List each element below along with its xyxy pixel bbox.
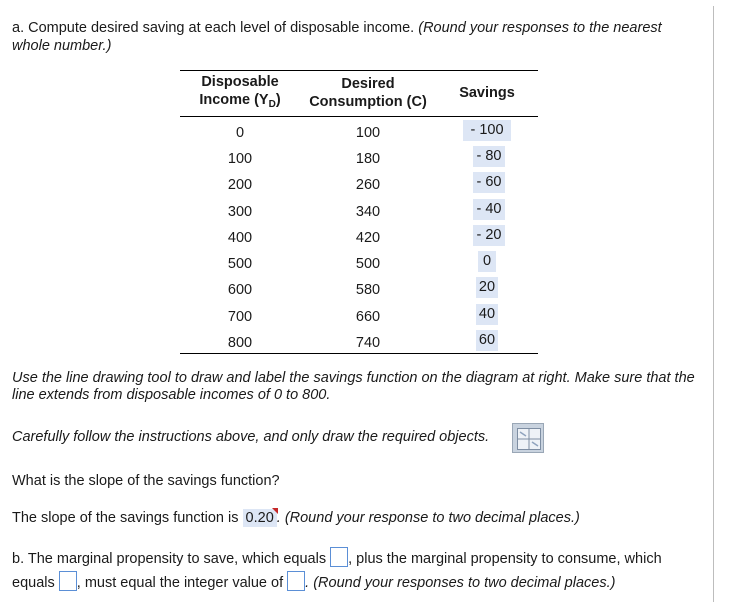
savings-answer[interactable]: - 40 <box>473 199 505 220</box>
header-desired-consumption <box>303 75 433 111</box>
table-bottom-rule <box>180 353 538 354</box>
cell-yd: 800 <box>227 335 253 351</box>
header-c-line2: Consumption (C) <box>309 94 427 110</box>
cell-c: 660 <box>355 309 381 325</box>
savings-answer[interactable]: - 100 <box>463 120 511 141</box>
cell-yd: 0 <box>235 125 245 141</box>
header-c-line1: Desired <box>341 76 395 92</box>
incorrect-flag-icon <box>272 508 278 514</box>
savings-answer[interactable]: 20 <box>476 277 498 298</box>
part-a-instruction: (Round your responses to the nearest whole number.) <box>12 20 662 54</box>
cell-c: 260 <box>355 177 381 193</box>
sum-integer-input[interactable] <box>287 571 305 591</box>
mps-input[interactable] <box>330 547 348 567</box>
part-a-prompt: a. Compute desired saving at each level of disposable income. <box>12 20 415 36</box>
header-yd-line2: Income $(Y_D)$ <box>199 92 281 110</box>
header-yd-line1: Disposable <box>201 74 279 90</box>
cell-yd: 600 <box>227 282 253 298</box>
line-drawing-tool-link[interactable]: line drawing tool <box>66 370 171 386</box>
cell-c: 100 <box>355 125 381 141</box>
right-divider <box>713 6 714 602</box>
part-a-question <box>12 19 702 55</box>
slope-answer-line: The slope of the savings function is 0.20 . (Round your response to two decimal places.) <box>12 510 580 526</box>
cell-yd: 700 <box>227 309 253 325</box>
draw-instructions: Use the line drawing tool to draw and label the savings function on the diagram at right. Make sure that the line extends from disposable incomes of 0 to 800. <box>12 370 695 403</box>
table-top-rule <box>180 70 538 71</box>
cell-c: 180 <box>355 151 381 167</box>
graph-tool-icon <box>517 428 541 450</box>
savings-answer[interactable]: - 60 <box>473 172 505 193</box>
savings-answer[interactable]: 40 <box>476 304 498 325</box>
header-disposable-income <box>193 73 287 114</box>
mpc-input[interactable] <box>59 571 77 591</box>
part-b-question: b. The marginal propensity to save, which equals , plus the marginal propensity to consume, which equals , must equal the integer value of . (Round your responses to two decimal places.) <box>12 547 712 595</box>
cell-yd: 100 <box>227 151 253 167</box>
cell-yd: 200 <box>227 177 253 193</box>
savings-answer[interactable]: - 80 <box>473 146 505 167</box>
graph-tool-button[interactable] <box>512 423 544 453</box>
cell-c: 500 <box>355 256 381 272</box>
cell-yd: 400 <box>227 230 253 246</box>
cell-c: 580 <box>355 282 381 298</box>
cell-yd: 500 <box>227 256 253 272</box>
cell-c: 740 <box>355 335 381 351</box>
savings-answer[interactable]: 0 <box>478 251 496 272</box>
cell-c: 340 <box>355 204 381 220</box>
slope-answer[interactable]: 0.20 <box>243 509 277 527</box>
slope-question: What is the slope of the savings function? <box>12 473 280 489</box>
cell-yd: 300 <box>227 204 253 220</box>
careful-instructions: Carefully follow the instructions above, and only draw the required objects. <box>12 429 490 445</box>
savings-answer[interactable]: - 20 <box>473 225 505 246</box>
cell-c: 420 <box>355 230 381 246</box>
header-savings: Savings <box>459 85 515 101</box>
savings-answer[interactable]: 60 <box>476 330 498 351</box>
table-header-rule <box>180 116 538 117</box>
